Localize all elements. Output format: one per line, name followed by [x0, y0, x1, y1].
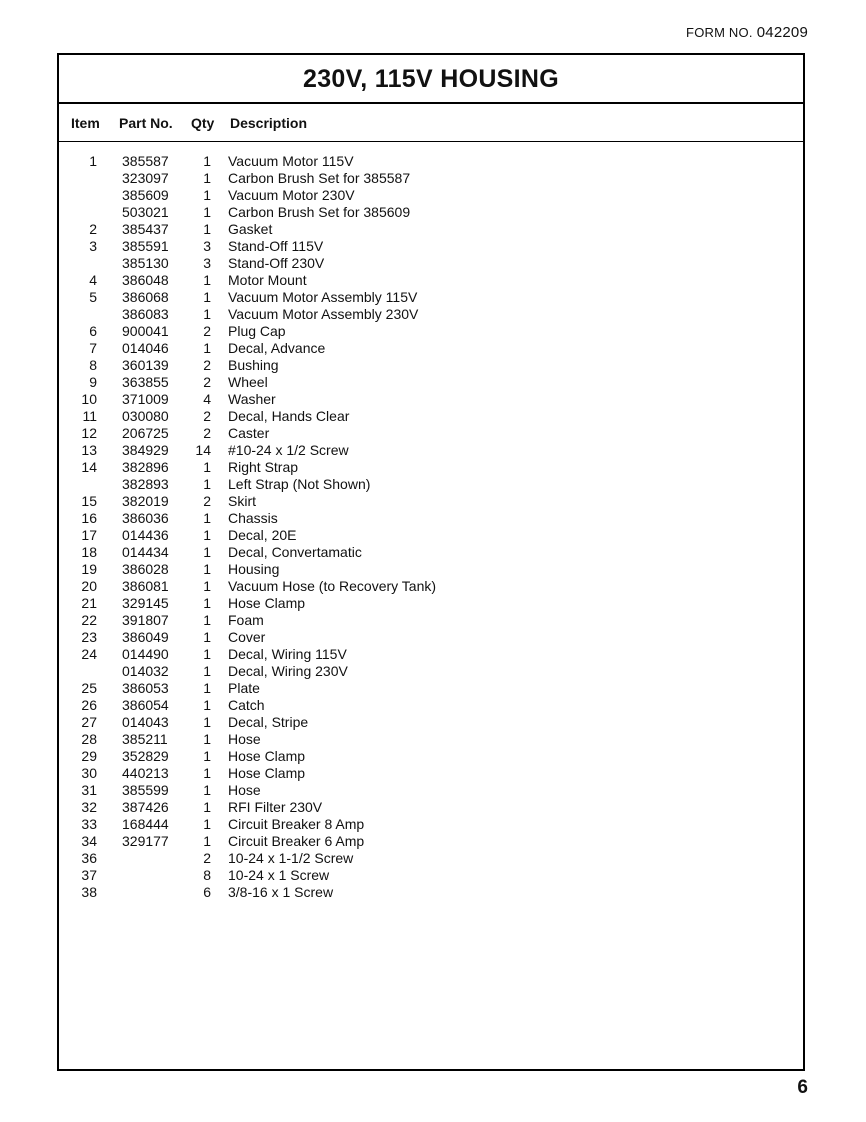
table-row — [59, 204, 803, 221]
part-number: 329177 — [122, 833, 169, 849]
part-number: 386048 — [122, 272, 169, 288]
part-number: 014490 — [122, 646, 169, 662]
table-row — [59, 612, 803, 629]
table-row — [59, 646, 803, 663]
table-row — [59, 629, 803, 646]
quantity: 1 — [203, 289, 211, 305]
quantity: 1 — [203, 578, 211, 594]
description: Vacuum Motor 115V — [228, 153, 354, 169]
item-number: 33 — [81, 816, 97, 832]
description: #10-24 x 1/2 Screw — [228, 442, 349, 458]
part-number: 323097 — [122, 170, 169, 186]
description: Hose — [228, 782, 261, 798]
part-number: 385130 — [122, 255, 169, 271]
part-number: 014046 — [122, 340, 169, 356]
description: Chassis — [228, 510, 278, 526]
table-row — [59, 867, 803, 884]
description: Plate — [228, 680, 260, 696]
item-number: 27 — [81, 714, 97, 730]
item-number: 34 — [81, 833, 97, 849]
quantity: 1 — [203, 731, 211, 747]
quantity: 2 — [203, 357, 211, 373]
item-number: 19 — [81, 561, 97, 577]
description: Vacuum Hose (to Recovery Tank) — [228, 578, 437, 594]
quantity: 1 — [203, 510, 211, 526]
quantity: 1 — [203, 782, 211, 798]
table-row — [59, 357, 803, 374]
table-row — [59, 425, 803, 442]
item-number: 20 — [81, 578, 97, 594]
part-number: 385211 — [122, 731, 168, 747]
item-number: 6 — [89, 323, 97, 339]
table-row — [59, 442, 803, 459]
table-header — [59, 104, 803, 142]
description: Carbon Brush Set for 385587 — [228, 170, 411, 186]
part-number: 386081 — [122, 578, 169, 594]
item-number: 23 — [81, 629, 97, 645]
quantity: 14 — [195, 442, 211, 458]
item-number: 17 — [81, 527, 97, 543]
part-number: 382019 — [122, 493, 169, 509]
item-number: 14 — [81, 459, 97, 475]
quantity: 1 — [203, 187, 211, 203]
table-row — [59, 255, 803, 272]
quantity: 2 — [203, 374, 211, 390]
quantity: 1 — [203, 799, 211, 815]
description: Bushing — [228, 357, 279, 373]
table-row — [59, 595, 803, 612]
quantity: 1 — [203, 527, 211, 543]
description: Hose — [228, 731, 261, 747]
item-number: 36 — [81, 850, 97, 866]
description: Foam — [228, 612, 264, 628]
table-row — [59, 187, 803, 204]
part-number: 352829 — [122, 748, 169, 764]
description: 10-24 x 1 Screw — [228, 867, 330, 883]
part-number: 385599 — [122, 782, 169, 798]
part-number: 900041 — [122, 323, 169, 339]
part-number: 382893 — [122, 476, 169, 492]
item-number: 37 — [81, 867, 97, 883]
table-row — [59, 493, 803, 510]
item-number: 24 — [81, 646, 97, 662]
description: Decal, Hands Clear — [228, 408, 350, 424]
description: Vacuum Motor Assembly 230V — [228, 306, 419, 322]
item-number: 12 — [81, 425, 97, 441]
page-number: 6 — [797, 1077, 808, 1098]
part-number: 014032 — [122, 663, 169, 679]
description: Decal, 20E — [228, 527, 297, 543]
table-row — [59, 884, 803, 901]
description: Circuit Breaker 6 Amp — [228, 833, 365, 849]
description: Right Strap — [228, 459, 299, 475]
item-number: 8 — [89, 357, 97, 373]
table-row — [59, 306, 803, 323]
quantity: 1 — [203, 816, 211, 832]
description: Washer — [228, 391, 276, 407]
quantity: 2 — [203, 408, 211, 424]
quantity: 3 — [203, 255, 211, 271]
quantity: 1 — [203, 612, 211, 628]
part-number: 360139 — [122, 357, 169, 373]
quantity: 1 — [203, 272, 211, 288]
part-number: 384929 — [122, 442, 169, 458]
quantity: 8 — [203, 867, 211, 883]
item-number: 9 — [89, 374, 97, 390]
part-number: 385609 — [122, 187, 169, 203]
item-number: 28 — [81, 731, 97, 747]
description: RFI Filter 230V — [228, 799, 323, 815]
form-number-label: FORM NO. — [686, 25, 753, 40]
quantity: 1 — [203, 340, 211, 356]
quantity: 1 — [203, 748, 211, 764]
quantity: 2 — [203, 493, 211, 509]
item-number: 31 — [81, 782, 97, 798]
part-number: 385587 — [122, 153, 169, 169]
description: Skirt — [228, 493, 256, 509]
table-row — [59, 561, 803, 578]
part-number: 386053 — [122, 680, 169, 696]
item-number: 25 — [81, 680, 97, 696]
item-number: 30 — [81, 765, 97, 781]
parts-list-frame — [57, 53, 805, 1071]
item-number: 11 — [82, 408, 97, 424]
quantity: 1 — [203, 204, 211, 220]
item-number: 18 — [81, 544, 97, 560]
table-row — [59, 153, 803, 170]
description: Vacuum Motor 230V — [228, 187, 355, 203]
page-title: 230V, 115V HOUSING — [59, 55, 803, 104]
quantity: 1 — [203, 306, 211, 322]
quantity: 1 — [203, 153, 211, 169]
item-number: 13 — [81, 442, 97, 458]
quantity: 1 — [203, 833, 211, 849]
description: Decal, Convertamatic — [228, 544, 362, 560]
part-number: 387426 — [122, 799, 169, 815]
part-number: 168444 — [122, 816, 169, 832]
part-number: 014043 — [122, 714, 169, 730]
part-number: 385437 — [122, 221, 169, 237]
quantity: 2 — [203, 323, 211, 339]
part-number: 386036 — [122, 510, 169, 526]
part-number: 206725 — [122, 425, 169, 441]
description: Hose Clamp — [228, 765, 306, 781]
part-number: 030080 — [122, 408, 169, 424]
quantity: 1 — [203, 544, 211, 560]
item-number: 4 — [89, 272, 97, 288]
part-number: 386049 — [122, 629, 169, 645]
part-number: 386054 — [122, 697, 169, 713]
parts-table-body — [59, 153, 803, 901]
column-header-item: Item — [71, 115, 100, 131]
part-number: 386028 — [122, 561, 169, 577]
quantity: 1 — [203, 561, 211, 577]
description: Decal, Wiring 115V — [228, 646, 347, 662]
quantity: 2 — [203, 425, 211, 441]
item-number: 7 — [89, 340, 97, 356]
part-number: 363855 — [122, 374, 169, 390]
quantity: 1 — [203, 663, 211, 679]
part-number: 014434 — [122, 544, 169, 560]
part-number: 440213 — [122, 765, 169, 781]
description: Cover — [228, 629, 266, 645]
part-number: 014436 — [122, 527, 169, 543]
description: Housing — [228, 561, 280, 577]
description: Stand-Off 115V — [228, 238, 324, 254]
description: Motor Mount — [228, 272, 307, 288]
quantity: 1 — [203, 629, 211, 645]
quantity: 6 — [203, 884, 211, 900]
quantity: 1 — [203, 221, 211, 237]
quantity: 1 — [203, 170, 211, 186]
table-row — [59, 272, 803, 289]
table-row — [59, 323, 803, 340]
part-number: 386068 — [122, 289, 169, 305]
description: Decal, Stripe — [228, 714, 309, 730]
item-number: 15 — [81, 493, 97, 509]
table-row — [59, 170, 803, 187]
part-number: 382896 — [122, 459, 169, 475]
description: Hose Clamp — [228, 748, 306, 764]
table-row — [59, 731, 803, 748]
table-row — [59, 510, 803, 527]
description: Stand-Off 230V — [228, 255, 325, 271]
quantity: 4 — [203, 391, 211, 407]
part-number: 386083 — [122, 306, 169, 322]
table-row — [59, 663, 803, 680]
quantity: 1 — [203, 595, 211, 611]
part-number: 503021 — [122, 204, 169, 220]
item-number: 26 — [81, 697, 97, 713]
item-number: 5 — [89, 289, 97, 305]
quantity: 1 — [203, 765, 211, 781]
table-row — [59, 748, 803, 765]
column-header-qty: Qty — [191, 115, 215, 131]
description: Circuit Breaker 8 Amp — [228, 816, 365, 832]
table-row — [59, 816, 803, 833]
item-number: 3 — [89, 238, 97, 254]
item-number: 1 — [89, 153, 97, 169]
table-row — [59, 833, 803, 850]
table-row — [59, 680, 803, 697]
item-number: 21 — [81, 595, 97, 611]
quantity: 1 — [203, 459, 211, 475]
item-number: 16 — [81, 510, 97, 526]
table-row — [59, 850, 803, 867]
part-number: 385591 — [122, 238, 169, 254]
description: Decal, Wiring 230V — [228, 663, 348, 679]
item-number: 38 — [81, 884, 97, 900]
description: Plug Cap — [228, 323, 286, 339]
table-row — [59, 476, 803, 493]
table-row — [59, 221, 803, 238]
description: 10-24 x 1-1/2 Screw — [228, 850, 354, 866]
column-header-description: Description — [230, 115, 308, 131]
description: Hose Clamp — [228, 595, 306, 611]
table-row — [59, 714, 803, 731]
part-number: 329145 — [122, 595, 169, 611]
table-row — [59, 408, 803, 425]
quantity: 1 — [203, 714, 211, 730]
form-number-value: 042209 — [756, 24, 808, 41]
table-row — [59, 697, 803, 714]
column-header-part-no: Part No. — [119, 115, 173, 131]
table-row — [59, 340, 803, 357]
quantity: 1 — [203, 680, 211, 696]
quantity: 1 — [203, 476, 211, 492]
description: Left Strap (Not Shown) — [228, 476, 371, 492]
form-number — [686, 24, 808, 41]
part-number: 371009 — [122, 391, 169, 407]
item-number: 32 — [81, 799, 97, 815]
quantity: 3 — [203, 238, 211, 254]
table-row — [59, 527, 803, 544]
description: 3/8-16 x 1 Screw — [228, 884, 334, 900]
table-row — [59, 238, 803, 255]
item-number: 10 — [81, 391, 97, 407]
description: Vacuum Motor Assembly 115V — [228, 289, 418, 305]
table-row — [59, 289, 803, 306]
table-row — [59, 578, 803, 595]
description: Gasket — [228, 221, 273, 237]
description: Wheel — [228, 374, 268, 390]
table-row — [59, 765, 803, 782]
quantity: 1 — [203, 646, 211, 662]
table-row — [59, 782, 803, 799]
table-row — [59, 544, 803, 561]
description: Catch — [228, 697, 265, 713]
quantity: 1 — [203, 697, 211, 713]
description: Carbon Brush Set for 385609 — [228, 204, 411, 220]
item-number: 22 — [81, 612, 97, 628]
part-number: 391807 — [122, 612, 169, 628]
description: Caster — [228, 425, 270, 441]
table-row — [59, 459, 803, 476]
item-number: 29 — [81, 748, 97, 764]
table-row — [59, 799, 803, 816]
item-number: 2 — [89, 221, 97, 237]
quantity: 2 — [203, 850, 211, 866]
table-row — [59, 391, 803, 408]
description: Decal, Advance — [228, 340, 326, 356]
table-row — [59, 374, 803, 391]
